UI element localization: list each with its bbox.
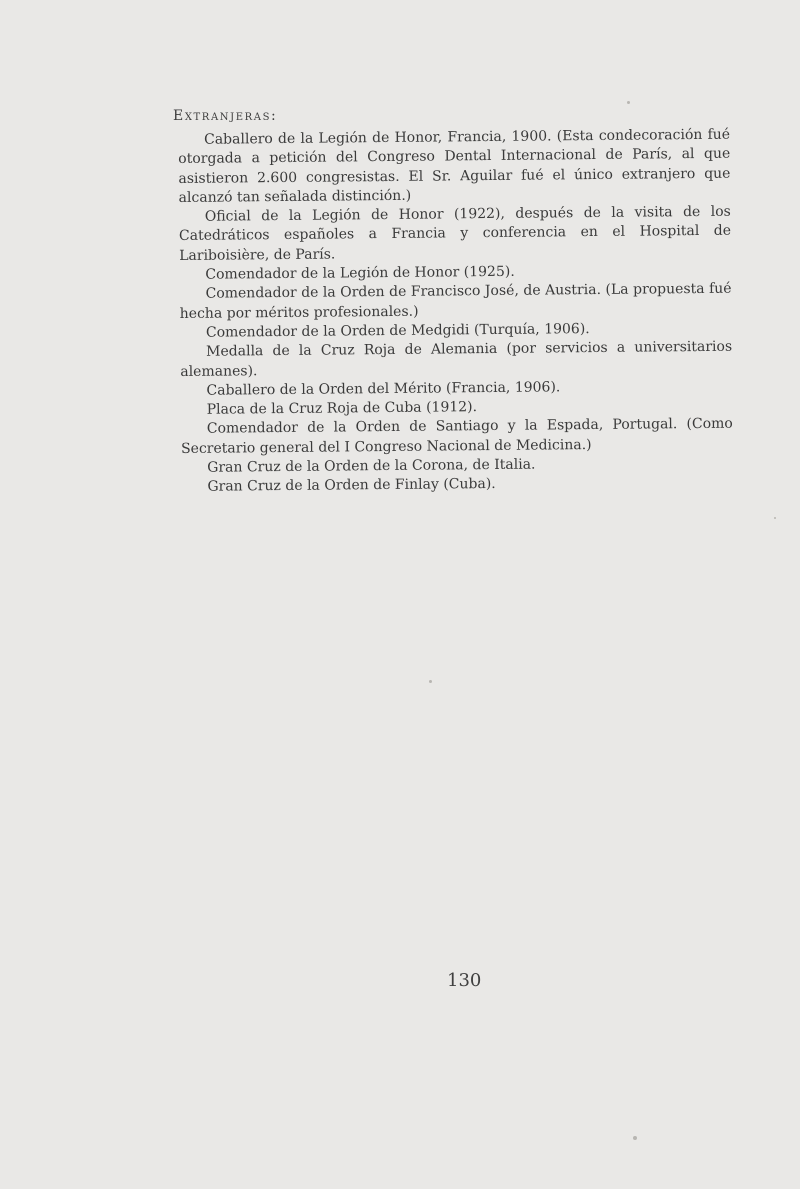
section-heading: Extranjeras:: [173, 108, 278, 124]
award-paragraph: Gran Cruz de la Orden de Finlay (Cuba).: [207, 476, 496, 496]
paper-speck: [774, 517, 776, 519]
paper-speck: [633, 1136, 637, 1140]
award-paragraph: Oficial de la Legión de Honor (1922), después de la visita de los Catedráticos españoles a Francia y conferencia en el Hospital de Lariboisière, de París.: [178, 203, 732, 264]
award-paragraph: Gran Cruz de la Orden de la Corona, de Italia.: [207, 456, 536, 476]
award-paragraph: Comendador de la Orden de Santiago y la Espada, Portugal. (Como Secretario general del I Congreso Nacional de Medicina.): [180, 416, 733, 457]
award-paragraph: Comendador de la Legión de Honor (1925).: [205, 263, 515, 283]
award-paragraph: Comendador de la Orden de Medgidi (Turquía, 1906).: [205, 321, 590, 341]
page-number: 130: [447, 970, 482, 991]
award-paragraph: Caballero de la Legión de Honor, Francia, 1900. (Esta condecoración fué otorgada a petición del Congreso Dental Internacional de París, al que asistieron 2.600 congresistas. El Sr. Aguilar fué el único extranjero que alcanzó tan señalada distinción.): [178, 126, 731, 206]
award-paragraph: Placa de la Cruz Roja de Cuba (1912).: [206, 399, 478, 418]
award-paragraph: Caballero de la Orden del Mérito (Francia, 1906).: [206, 379, 561, 399]
award-paragraph: Comendador de la Orden de Francisco José, de Austria. (La propuesta fué hecha por méritos profesionales.): [179, 281, 732, 322]
award-paragraph: Medalla de la Cruz Roja de Alemania (por servicios a universitarios alemanes).: [180, 338, 733, 380]
paper-speck: [627, 101, 630, 104]
awards-list: [178, 126, 733, 498]
paper-speck: [429, 680, 432, 683]
